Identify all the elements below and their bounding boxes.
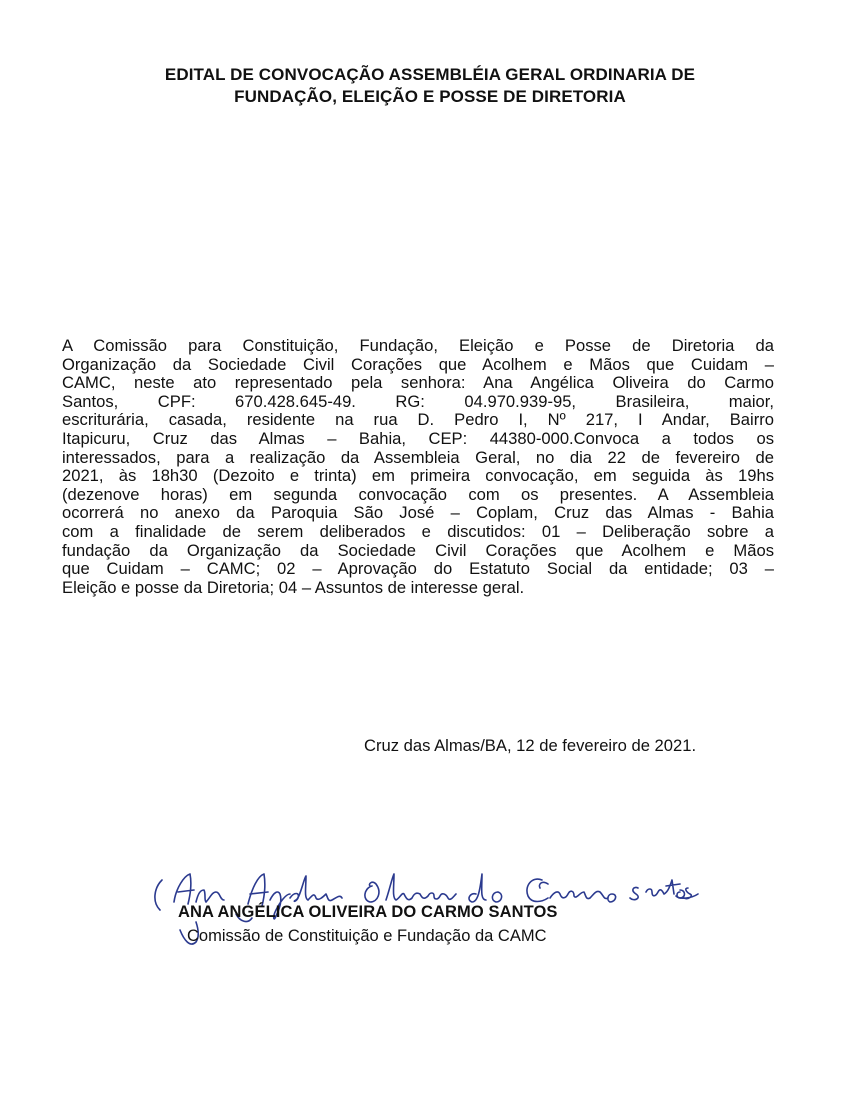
title-line-2: FUNDAÇÃO, ELEIÇÃO E POSSE DE DIRETORIA — [234, 87, 626, 106]
title-line-1: EDITAL DE CONVOCAÇÃO ASSEMBLÉIA GERAL ORDINARIA DE — [164, 65, 696, 84]
body-line: com a finalidade de serem deliberados e discutidos: 01 – Deliberação sobre a — [62, 521, 774, 541]
place-and-date: Cruz das Almas/BA, 12 de fevereiro de 2021. — [364, 736, 697, 755]
body-line: A Comissão para Constituição, Fundação, Eleição e Posse de Diretoria da — [62, 336, 774, 355]
document-title — [70, 64, 790, 108]
signer-role: Comissão de Constituição e Fundação da CAMC — [187, 927, 547, 945]
body-line: CAMC, neste ato representado pela senhora: Ana Angélica Oliveira do Carmo — [62, 373, 774, 393]
signature-block — [140, 858, 700, 958]
body-line: (dezenove horas) em segunda convocação com os presentes. A Assembleia — [62, 484, 774, 504]
body-line: Santos, CPF: 670.428.645-49. RG: 04.970.939-95, Brasileira, maior, — [62, 391, 774, 411]
document-body — [62, 337, 774, 597]
body-line: Itapicuru, Cruz das Almas – Bahia, CEP: 44380-000.Convoca a todos os — [62, 428, 774, 448]
body-line: fundação da Organização da Sociedade Civil Corações que Acolhem e Mãos — [62, 540, 774, 560]
body-line: 2021, às 18h30 (Dezoito e trinta) em primeira convocação, em seguida às 19hs — [62, 466, 774, 486]
body-line: interessados, para a realização da Assembleia Geral, no dia 22 de fevereiro de — [62, 447, 774, 467]
signer-name: ANA ANGÉLICA OLIVEIRA DO CARMO SANTOS — [178, 903, 558, 921]
body-line: que Cuidam – CAMC; 02 – Aprovação do Estatuto Social da entidade; 03 – — [62, 559, 774, 579]
body-line: ocorrerá no anexo da Paroquia São José – Coplam, Cruz das Almas - Bahia — [62, 503, 774, 523]
body-line: escriturária, casada, residente na rua D. Pedro I, Nº 217, I Andar, Bairro — [62, 410, 774, 430]
body-line: Eleição e posse da Diretoria; 04 – Assuntos de interesse geral. — [62, 577, 525, 597]
body-line: Organização da Sociedade Civil Corações que Acolhem e Mãos que Cuidam – — [62, 354, 774, 374]
